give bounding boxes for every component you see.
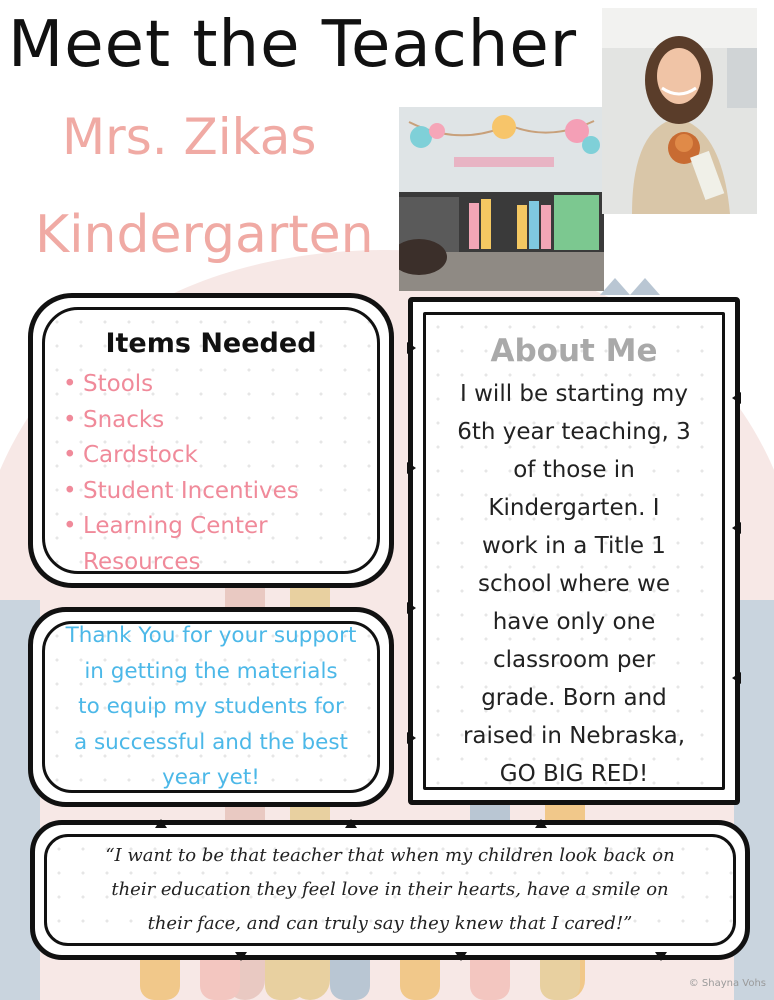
grade-level: Kindergarten (35, 205, 374, 265)
list-item: Resources (83, 548, 201, 575)
list-item: • Cardstock (63, 442, 198, 468)
quote-card (30, 820, 750, 960)
copyright-notice: © Shayna Vohs (688, 978, 766, 989)
list-item: • Stools (63, 371, 154, 397)
list-item: • Snacks (63, 406, 165, 433)
about-me-inner (423, 312, 725, 790)
about-me-card (408, 297, 740, 805)
list-item: • Student Incentives (63, 477, 299, 504)
items-needed-heading: Items Needed (105, 328, 317, 359)
items-needed-card (28, 293, 394, 588)
about-me-text: I will be starting my 6th year teaching, 3 of those in Kindergarten. I work in a Title 1 school where we have only one classroom per grade. Born and raised in Nebraska, GO BIG RED! (457, 381, 691, 787)
items-needed-inner (42, 307, 380, 574)
page-title: Meet the Teacher (8, 8, 578, 82)
teacher-quote: “I want to be that teacher that when my children look back on their education they feel love in their hearts, have a smile on their face, and can truly say they knew that I cared!” (105, 845, 675, 934)
teacher-name: Mrs. Zikas (62, 108, 317, 166)
quote-inner (44, 834, 736, 946)
classroom-photo (399, 107, 604, 291)
teacher-photo (602, 8, 757, 214)
thank-you-card (28, 607, 394, 807)
thank-you-inner (42, 621, 380, 793)
items-needed-list (61, 367, 361, 580)
thank-you-message: Thank You for your support in getting the materials to equip my students for a successful and the best year yet! (65, 623, 357, 791)
list-item: • Learning Center (63, 513, 268, 539)
about-me-heading: About Me (490, 333, 658, 369)
